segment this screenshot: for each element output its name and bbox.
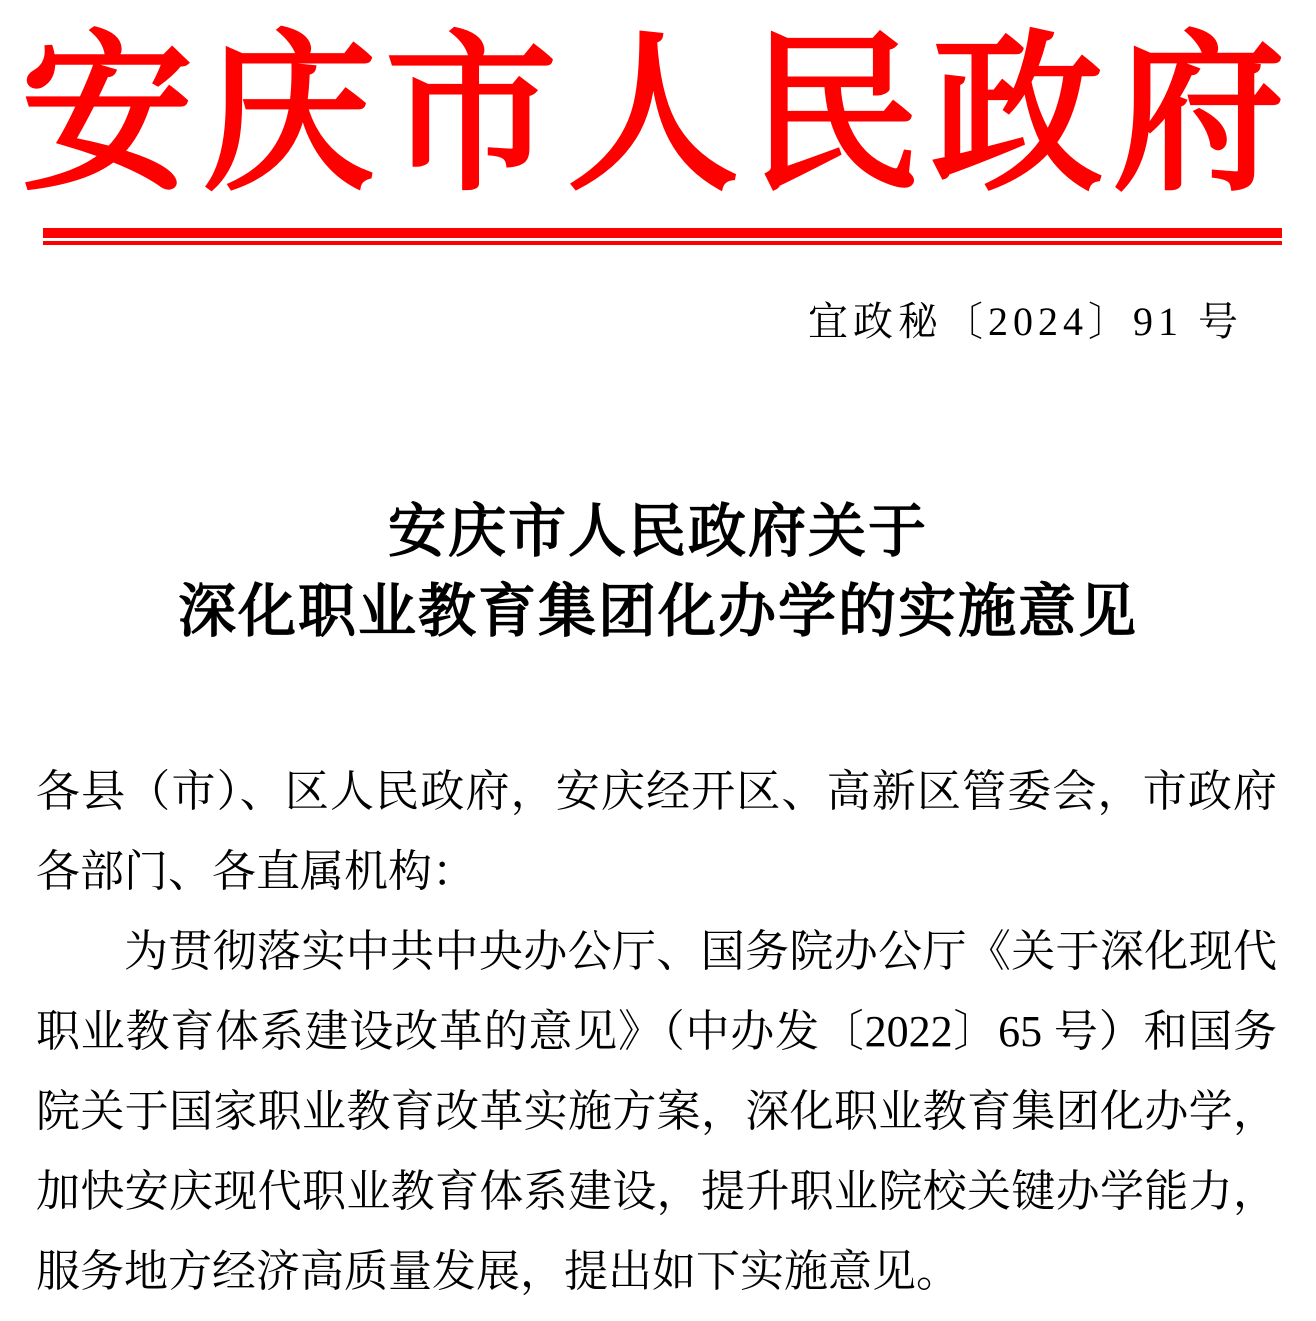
body-line-3: 为贯彻落实中共中央办公厅、国务院办公厅《关于深化现代	[124, 927, 1277, 976]
body-line-4: 职业教育体系建设改革的意见》（中办发〔2022〕65 号）和国务	[36, 1007, 1277, 1056]
doc-title	[0, 492, 1316, 652]
doc-title-line-1: 安庆市人民政府关于	[387, 499, 928, 564]
body-line-5: 院关于国家职业教育改革实施方案，深化职业教育集团化办学，	[36, 1087, 1277, 1136]
red-double-rule	[43, 228, 1282, 245]
body-line-7: 服务地方经济高质量发展，提出如下实施意见。	[36, 1247, 960, 1296]
red-rule-thin	[43, 241, 1282, 245]
doc-title-line-2: 深化职业教育集团化办学的实施意见	[177, 579, 1138, 644]
body-line-2: 各部门、各直属机构：	[36, 847, 476, 896]
body-line-6: 加快安庆现代职业教育体系建设，提升职业院校关键办学能力，	[36, 1167, 1277, 1216]
red-rule-thick	[43, 228, 1282, 238]
body-text	[36, 752, 1277, 1312]
body-line-1: 各县（市）、区人民政府，安庆经开区、高新区管委会，市政府	[36, 767, 1277, 816]
doc-reference-number: 宜政秘〔2024〕91 号	[808, 299, 1243, 344]
org-name-masthead: 安庆市人民政府	[21, 22, 1295, 212]
